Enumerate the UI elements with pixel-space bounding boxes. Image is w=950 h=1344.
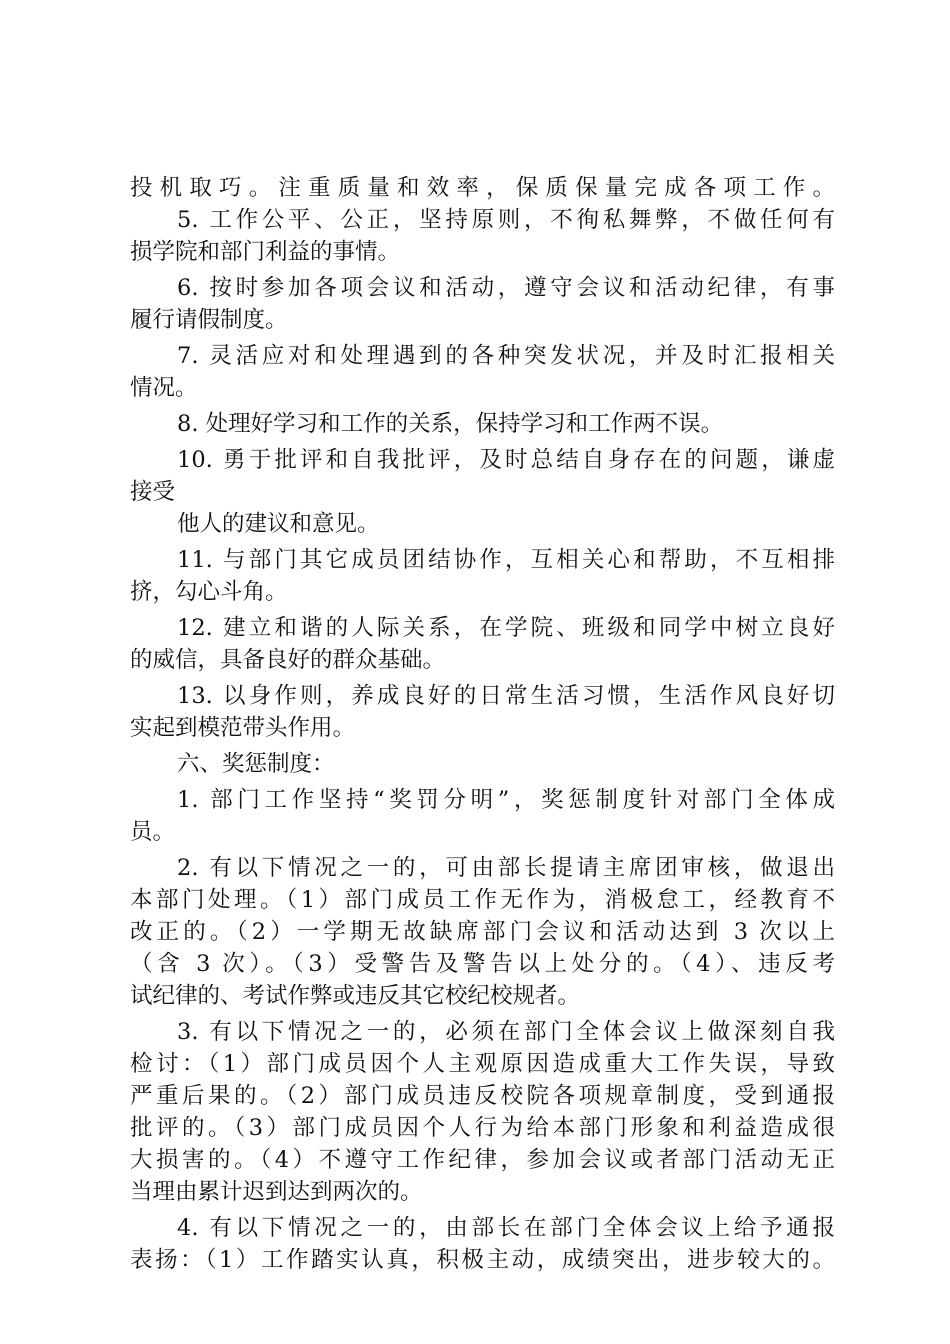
text-line: 表扬：（1）工作踏实认真，积极主动，成绩突出，进步较大的。 [130,1247,835,1273]
text-line: 挤，勾心斗角。 [130,579,288,605]
text-line: 投机取巧。注重质量和效率，保质保量完成各项工作。 [130,175,835,201]
text-line: 8. 处理好学习和工作的关系，保持学习和工作两不误。 [177,411,724,437]
text-line: 情况。 [130,375,198,401]
text-line: 损学院和部门利益的事情。 [130,239,401,265]
text-line: 试纪律的、考试作弊或违反其它校纪校规者。 [130,983,581,1009]
text-line: 大损害的。（4）不遵守工作纪律，参加会议或者部门活动无正 [130,1147,835,1173]
text-line: 的威信，具备良好的群众基础。 [130,647,446,673]
text-line: 1. 部门工作坚持“奖罚分明”，奖惩制度针对部门全体成 [177,787,835,813]
text-line: 当理由累计迟到达到两次的。 [130,1179,423,1205]
text-line: 5. 工作公平、公正，坚持原则，不徇私舞弊，不做任何有 [177,207,835,233]
text-line: （含 3 次）。（3）受警告及警告以上处分的。（4）、违反考 [130,951,835,977]
document-body [130,172,835,1276]
text-line: 他人的建议和意见。 [177,511,380,537]
text-line: 本部门处理。（1）部门成员工作无作为，消极怠工，经教育不 [130,887,835,913]
text-line: 10. 勇于批评和自我批评，及时总结自身存在的问题，谦虚 [177,447,835,473]
text-line: 实起到模范带头作用。 [130,715,356,741]
text-line: 员。 [130,819,176,845]
text-line: 13. 以身作则，养成良好的日常生活习惯，生活作风良好切 [177,683,835,709]
text-line: 严重后果的。（2）部门成员违反校院各项规章制度，受到通报 [130,1083,835,1109]
section-heading: 六、奖惩制度： [177,751,335,777]
text-line: 履行请假制度。 [130,307,288,333]
text-line: 6. 按时参加各项会议和活动，遵守会议和活动纪律，有事 [177,275,835,301]
text-line: 11. 与部门其它成员团结协作，互相关心和帮助，不互相排 [177,547,835,573]
text-line: 7. 灵活应对和处理遇到的各种突发状况，并及时汇报相关 [177,343,835,369]
text-line: 2. 有以下情况之一的，可由部长提请主席团审核，做退出 [177,855,835,881]
text-line: 3. 有以下情况之一的，必须在部门全体会议上做深刻自我 [177,1019,835,1045]
text-line: 4. 有以下情况之一的，由部长在部门全体会议上给予通报 [177,1215,835,1241]
text-line: 12. 建立和谐的人际关系，在学院、班级和同学中树立良好 [177,615,835,641]
text-line: 检讨：（1）部门成员因个人主观原因造成重大工作失误，导致 [130,1051,835,1077]
text-line: 改正的。（2）一学期无故缺席部门会议和活动达到 3 次以上 [130,919,835,945]
text-line: 接受 [130,479,176,505]
text-line: 批评的。（3）部门成员因个人行为给本部门形象和利益造成很 [130,1115,835,1141]
